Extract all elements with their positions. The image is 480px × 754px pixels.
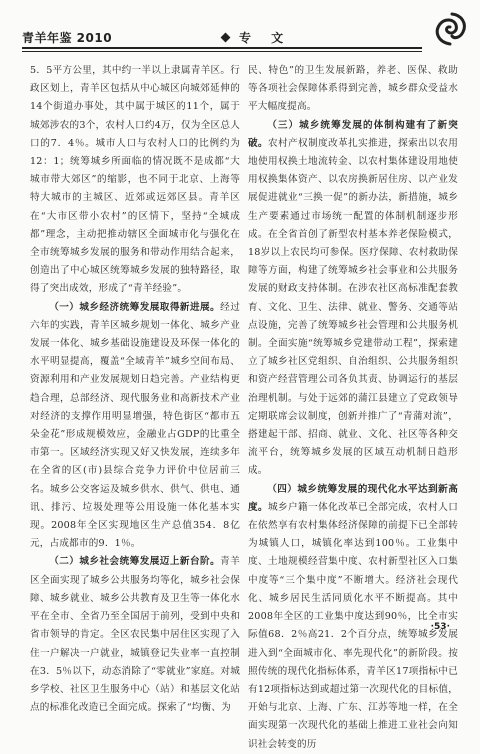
- paragraph: [248, 117, 458, 481]
- header-rule-thick: [22, 47, 422, 49]
- page-number: ·53·: [430, 622, 450, 632]
- paragraph-body: 青羊区全面实现了城乡公共服务均等化，城乡社会保障、城乡就业、城乡公共教育及卫生等一体化水平在全市、全省乃至全国居于前列，受到中央和省市领导的肯定。全区农民集中居住区实现了入住一户解决一户就业，城镇登记失业率一直控制在3．5％以下，动态消除了“零就业”家庭。对城乡学校、社区卫生服务中心（站）和基层文化站点的标准化改造已全面完成。探索了“均衡、为: [30, 556, 240, 714]
- section-heading: （一）城乡经济统筹发展取得新进展。: [49, 301, 221, 313]
- section-title: [222, 29, 291, 46]
- section-heading: （三）城乡统筹发展的体制构建有了新突破。: [248, 119, 458, 149]
- publication-title: 青羊年鉴 2010: [22, 31, 113, 45]
- paragraph: 5．5平方公里，其中约一半以上隶属青羊区。行政区划上，青羊区包括从中心城区向城郊延伸的14个街道办事处，其中属于城区的11个，属于城郊涉农的3个，农村人口约4万，仅为全区总人口的7．4％。城市人口与农村人口的比例约为12：1；统筹城乡所面临的情况既不是成都“大城市带大郊区”的缩影，也不同于北京、上海等特大城市的主城区、近郊或远郊区县。青羊区在“大市区带小农村”的区情下，坚持“全城成都”理念，主动把推动辖区全面城市化与强化在全市统筹城乡发展的服务和带动作用结合起来，创造出了中心城区统筹城乡发展的独特路径，取得了突出成效，形成了“青羊经验”。: [30, 65, 240, 295]
- paragraph-body: 经过六年的实践，青羊区城乡规划一体化、城乡产业发展一体化、城乡基础设施建设及环保一体化的水平明显提高，覆盖“全域青羊”城乡空间布局、资源利用和产业发展规划日趋完善。产业结构更趋合理，总部经济、现代服务业和高新技术产业对经济的支撑作用明显增强，特色街区“都市五朵金花”形成规模效应，金融业占GDP的比重全市第一。区域经济实现又好又快发展，连续多年在全省的区(市)县综合竞争力评价中位居前三名。城乡公交客运及城乡供水、供气、供电、通讯、排污、垃圾处理等公用设施一体化基本实现。2008年全区实现地区生产总值354．8亿元，占成都市的9．1％。: [30, 301, 240, 550]
- paragraph-body: 城乡户籍一体化改革已全部完成，农村人口在依然享有农村集体经济保障的前提下已全部转为城镇人口，城镇化率达到100％。工业集中度、土地规模经营集中度、农村新型社区入口集中度等“三个集中度”不断增大。经济社会现代化、城乡居民生活同质化水平不断提高。其中2008年全区的工业集中度达到90％，比全市实际值68．2％高21．2个百分点，统筹城乡发展进入到“全面城市化、率先现代化”的新阶段。按照传统的现代化指标体系，青羊区17项指标中已有12项指标达到或超过第一次现代化的目标值，开始与北京、上海、广东、江苏等地一样，在全面实现第一次现代化的基础上推进工业社会向知识社会转变的历: [248, 501, 458, 750]
- section-heading: （二）城乡社会统筹发展迈上新台阶。: [49, 556, 221, 568]
- paragraph: [30, 299, 240, 554]
- right-column: [248, 62, 458, 754]
- paragraph-body: 农村产权制度改革扎实推进，探索出以农用地使用权换土地流转金、以农村集体建设用地使用权换集体资产、以农房换新居住房、以产业发展促进就业“三换一促”的新办法，新措施，城乡生产要素通过市场统一配置的体制机制逐步形成。在全省首创了新型农村基本养老保险模式，18岁以上农民均可参保。医疗保障、农村救助保障等方面，构建了统筹城乡社会事业和公共服务发展的财政支持体制。在涉农社区高标准配套教育、文化、卫生、法律、就业、警务、交通等站点设施，完善了统筹城乡社会管理和公共服务机制。全面实施“统筹城乡党建带动工程”，探索建立了城乡社区党组织、自治组织、公共服务组织和资产经营管理公司各负其责、协调运行的基层治理机制。与处于远郊的蒲江县建立了党政领导定期联席会议制度，创新并推广了“青蒲对流”，搭建起干部、招商、就业、文化、社区等各种交流平台，统筹城乡发展的区域互动机制日趋形成。: [248, 137, 458, 477]
- section-heading: （四）城乡统筹发展的现代化水平达到新高度。: [248, 483, 458, 513]
- header-rule-thin: [22, 51, 422, 52]
- paragraph: [30, 553, 240, 717]
- paragraph: 民、特色”的卫生发展新路，养老、医保、救助等各项社会保障体系得到完善，城乡群众受益水平大幅度提高。: [248, 65, 458, 113]
- page-header: [22, 10, 462, 52]
- swirl-logo-icon: [432, 10, 468, 48]
- paragraph: [248, 481, 458, 754]
- section-title-text: 专 文: [239, 31, 292, 45]
- left-column: [30, 62, 240, 717]
- diamond-bullet-icon: [221, 33, 231, 43]
